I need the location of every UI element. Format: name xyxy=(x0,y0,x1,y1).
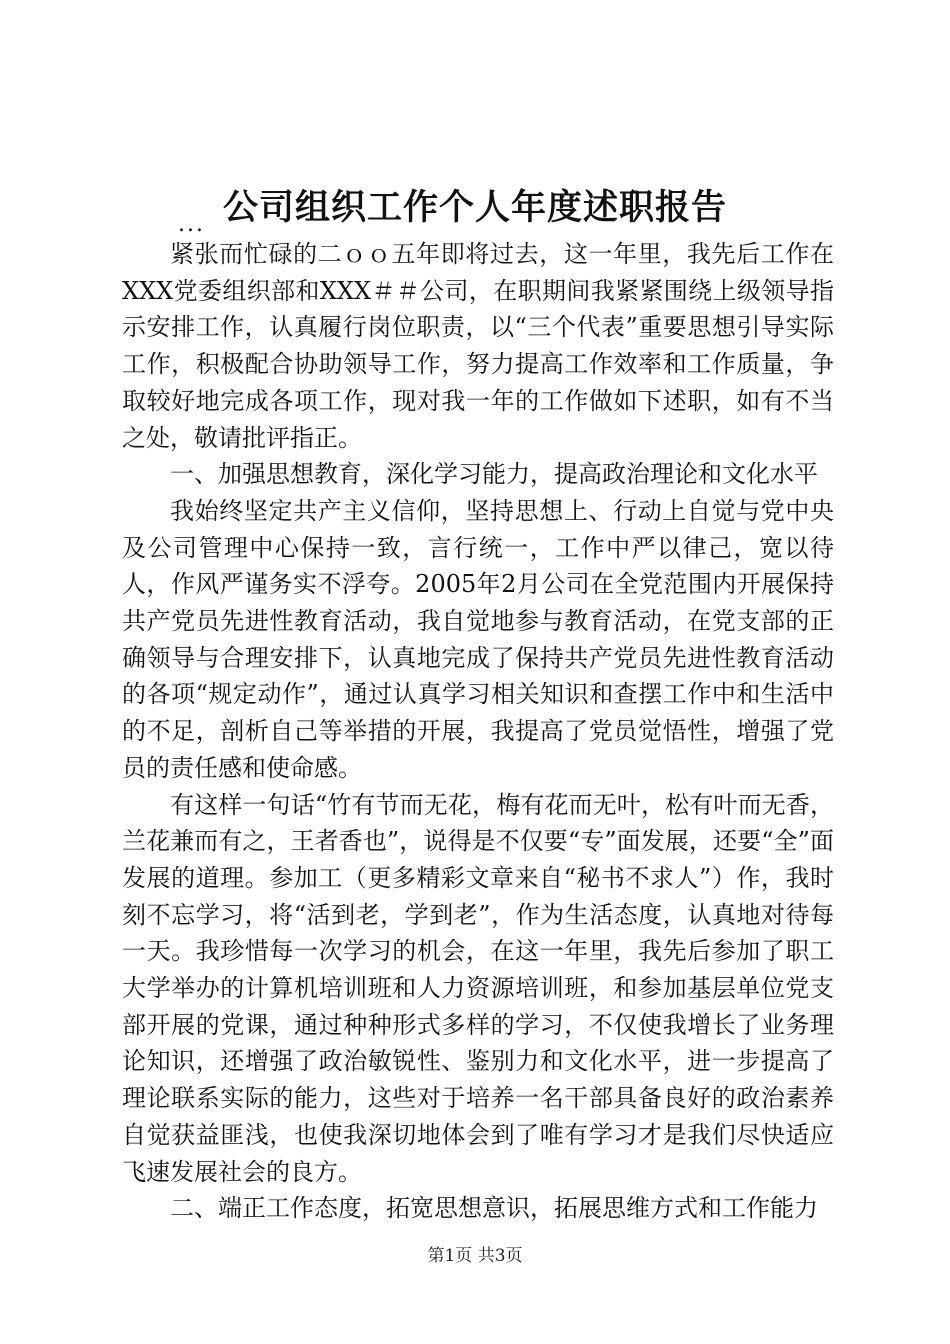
section-heading-1: 一、加强思想教育，深化学习能力，提高政治理论和文化水平 xyxy=(170,460,818,489)
page-number-footer: 第1页 共3页 xyxy=(427,1246,523,1266)
ellipsis-marker: ... xyxy=(178,212,205,237)
document-title: 公司组织工作个人年度述职报告 xyxy=(222,187,727,228)
paragraph-learning: 有这样一句话“竹有节而无花，梅有花而无叶，松有叶而无香，兰花兼而有之，王者香也”，说得是不仅要“专”面发展，还要“全”面发展的道理。参加工（更多精彩文章来自“秘书不求人”）作，我时刻不忘学习，将“活到老，学到老”，作为生活态度，认真地对待每一天。我珍惜每一次学习的机会，在这一年里，我先后参加了职工大学举办的计算机培训班和人力资源培训班，和参加基层单位党支部开展的党课，通过种种形式多样的学习，不仅使我增长了业务理论知识，还增强了政治敏锐性、鉴别力和文化水平，进一步提高了理论联系实际的能力，这些对于培养一名干部具备良好的政治素养自觉获益匪浅，也使我深切地体会到了唯有学习才是我们尽快适应飞速发展社会的良方。 xyxy=(122,790,834,1186)
document-body xyxy=(122,236,834,1227)
section-heading-2: 二、端正工作态度，拓宽思想意识，拓展思维方式和工作能力 xyxy=(170,1194,818,1223)
paragraph-intro: 紧张而忙碌的二ｏｏ五年即将过去，这一年里，我先后工作在XXX党委组织部和XXX＃＃公司，在职期间我紧紧围绕上级领导指示安排工作，认真履行岗位职责，以“三个代表”重要思想引导实际工作，积极配合协助领导工作，努力提高工作效率和工作质量，争取较好地完成各项工作，现对我一年的工作做如下述职，如有不当之处，敬请批评指正。 xyxy=(122,240,834,452)
paragraph-party-study: 我始终坚定共产主义信仰，坚持思想上、行动上自觉与党中央及公司管理中心保持一致，言行统一，工作中严以律己，宽以待人，作风严谨务实不浮夸。2005年2月公司在全党范围内开展保持共产党员先进性教育活动，我自觉地参与教育活动，在党支部的正确领导与合理安排下，认真地完成了保持共产党员先进性教育活动的各项“规定动作”，通过认真学习相关知识和查摆工作中和生活中的不足，剖析自己等举措的开展，我提高了党员觉悟性，增强了党员的责任感和使命感。 xyxy=(122,496,834,782)
